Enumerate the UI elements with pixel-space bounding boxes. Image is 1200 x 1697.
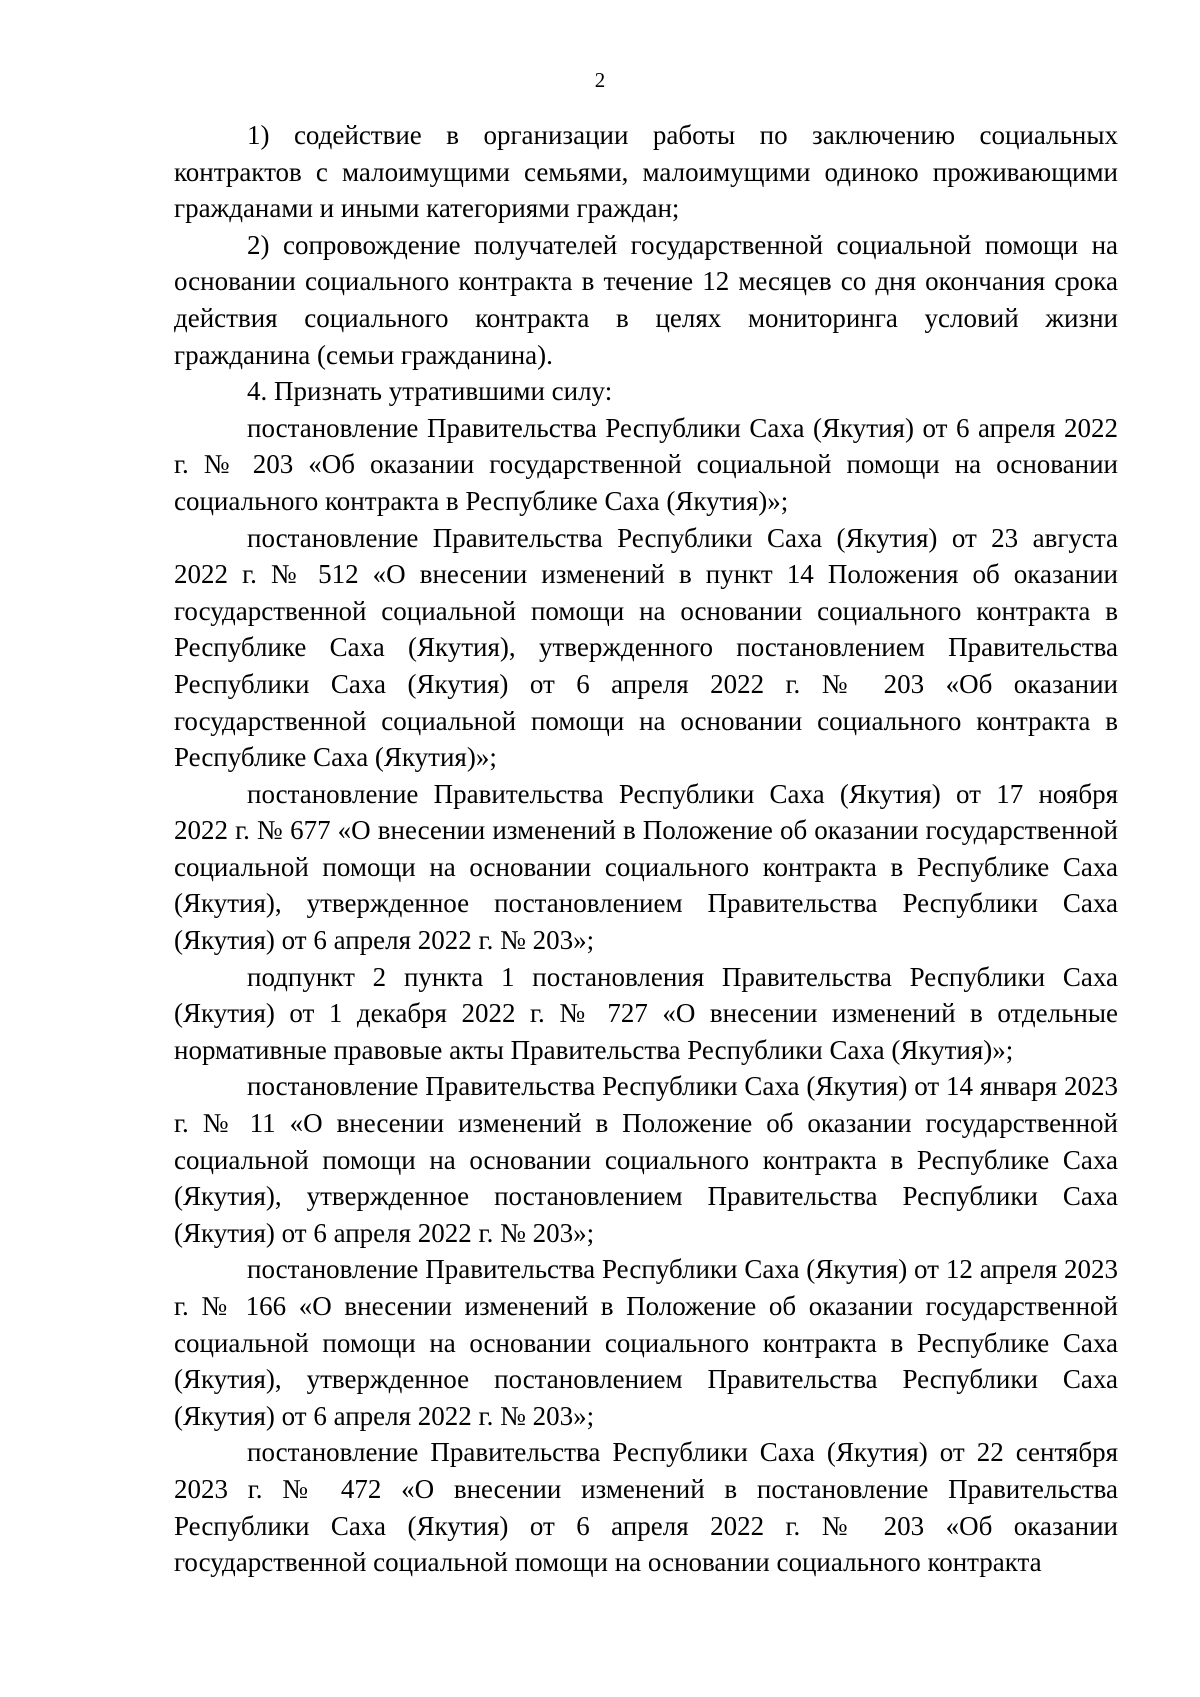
paragraph-1: 1) содействие в организации работы по заключению социальных контрактов с малоимущими семьями, малоимущими одиноко проживающими гражданами и иными категориями граждан; [174,120,1118,224]
page-number: 2 [594,68,606,92]
document-body [174,117,1118,1581]
paragraph-5: постановление Правительства Республики Саха (Якутия) от 23 августа 2022 г. № 512 «О внесении изменений в пункт 14 Положения об оказании государственной социальной помощи на основании социального контракта в Республике Саха (Якутия), утвержденного постановлением Правительства Республики Саха (Якутия) от 6 апреля 2022 г. № 203 «Об оказании государственной социальной помощи на основании социального контракта в Республике Саха (Якутия)»; [174,522,1118,773]
paragraph-7: подпункт 2 пункта 1 постановления Правительства Республики Саха (Якутия) от 1 декабря 2022 г. № 727 «О внесении изменений в отдельные нормативные правовые акты Правительства Республики Саха (Якутия)»; [174,961,1118,1065]
paragraph-3: 4. Признать утратившими силу: [247,376,613,407]
paragraph-10: постановление Правительства Республики Саха (Якутия) от 22 сентября 2023 г. № 472 «О внесении изменений в постановление Правительства Республики Саха (Якутия) от 6 апреля 2022 г. № 203 «Об оказании государственной социальной помощи на основании социального контракта [174,1437,1118,1578]
paragraph-9: постановление Правительства Республики Саха (Якутия) от 12 апреля 2023 г. № 166 «О внесении изменений в Положение об оказании государственной социальной помощи на основании социального контракта в Республике Саха (Якутия), утвержденное постановлением Правительства Республики Саха (Якутия) от 6 апреля 2022 г. № 203»; [174,1254,1118,1431]
paragraph-6: постановление Правительства Республики Саха (Якутия) от 17 ноября 2022 г. № 677 «О внесении изменений в Положение об оказании государственной социальной помощи на основании социального контракта в Республике Саха (Якутия), утвержденное постановлением Правительства Республики Саха (Якутия) от 6 апреля 2022 г. № 203»; [174,778,1118,956]
paragraph-4: постановление Правительства Республики Саха (Якутия) от 6 апреля 2022 г. № 203 «Об оказании государственной социальной помощи на основании социального контракта в Республике Саха (Якутия)»; [174,412,1118,516]
paragraph-8: постановление Правительства Республики Саха (Якутия) от 14 января 2023 г. № 11 «О внесении изменений в Положение об оказании государственной социальной помощи на основании социального контракта в Республике Саха (Якутия), утвержденное постановлением Правительства Республики Саха (Якутия) от 6 апреля 2022 г. № 203»; [174,1071,1118,1248]
paragraph-2: 2) сопровождение получателей государственной социальной помощи на основании социального контракта в течение 12 месяцев со дня окончания срока действия социального контракта в целях мониторинга условий жизни гражданина (семьи гражданина). [174,229,1118,370]
